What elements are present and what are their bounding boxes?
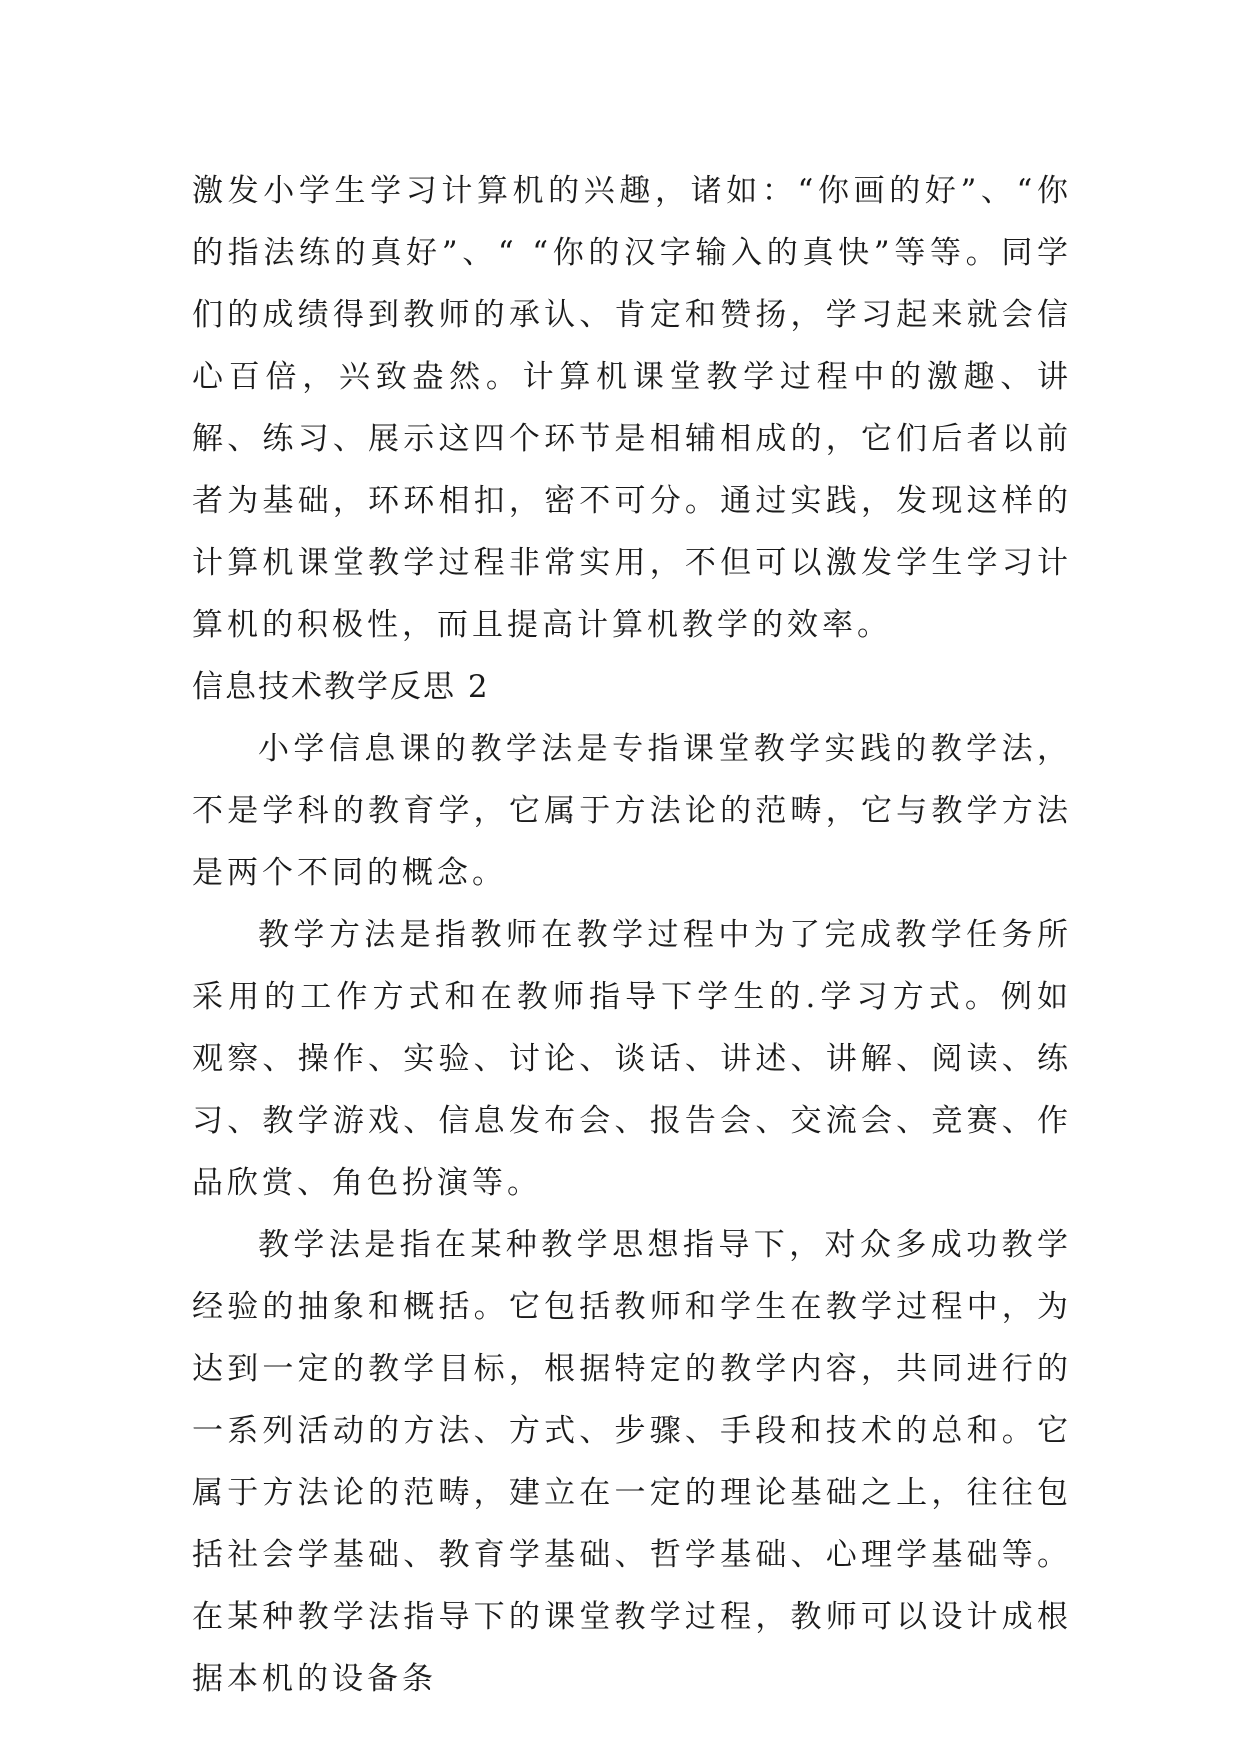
body-paragraph: 教学法是指在某种教学思想指导下，对众多成功教学经验的抽象和概括。它包括教师和学生在教学过程中，为达到一定的教学目标，根据特定的教学内容，共同进行的一系列活动的方法、方式、步骤、手段和技术的总和。它属于方法论的范畴，建立在一定的理论基础之上，往往包括社会学基础、教育学基础、哲学基础、心理学基础等。在某种教学法指导下的课堂教学过程，教师可以设计成根据本机的设备条 [192,1227,1072,1697]
body-paragraph: 小学信息课的教学法是专指课堂教学实践的教学法，不是学科的教育学，它属于方法论的范畴，它与教学方法是两个不同的概念。 [192,731,1072,891]
section-heading: 信息技术教学反思 2 [192,669,490,705]
body-paragraph: 教学方法是指教师在教学过程中为了完成教学任务所采用的工作方式和在教师指导下学生的.学习方式。例如观察、操作、实验、讨论、谈话、讲述、讲解、阅读、练习、教学游戏、信息发布会、报告会、交流会、竞赛、作品欣赏、角色扮演等。 [192,917,1072,1201]
document-body [192,160,1072,1710]
intro-paragraph: 激发小学生学习计算机的兴趣，诸如：“你画的好”、“你的指法练的真好”、“ “你的汉字输入的真快”等等。同学们的成绩得到教师的承认、肯定和赞扬，学习起来就会信心百倍，兴致盎然。计算机课堂教学过程中的激趣、讲解、练习、展示这四个环节是相辅相成的，它们后者以前者为基础，环环相扣，密不可分。通过实践，发现这样的计算机课堂教学过程非常实用，不但可以激发学生学习计算机的积极性，而且提高计算机教学的效率。 [192,173,1072,643]
